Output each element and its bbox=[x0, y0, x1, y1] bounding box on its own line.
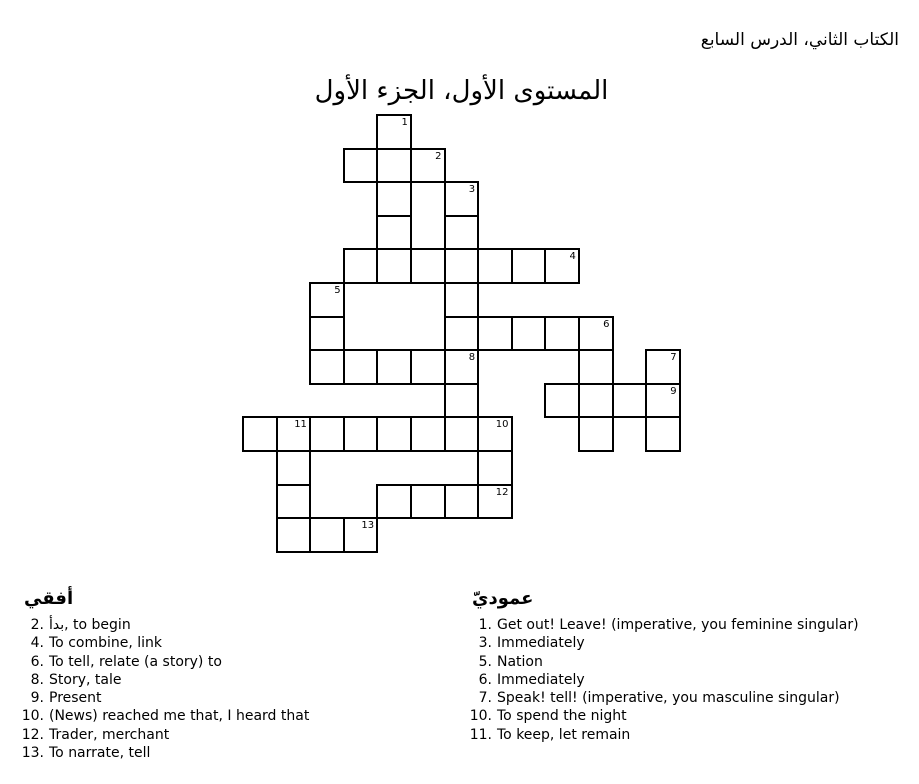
across-clue bbox=[20, 744, 309, 762]
clue-number: 10. bbox=[21, 708, 44, 725]
clue-number-label: 9 bbox=[670, 385, 677, 397]
crossword-cell[interactable] bbox=[511, 316, 547, 352]
crossword-cell[interactable] bbox=[376, 248, 412, 284]
clue-text: Speak! tell! (imperative, you masculine singular) bbox=[497, 690, 840, 707]
crossword-cell[interactable] bbox=[444, 316, 480, 352]
crossword-cell[interactable] bbox=[376, 349, 412, 385]
crossword-cell[interactable] bbox=[645, 416, 681, 452]
clue-number: 7. bbox=[478, 690, 492, 707]
crossword-cell[interactable] bbox=[444, 383, 480, 419]
clue-text: To keep, let remain bbox=[497, 726, 631, 743]
clue-text: بدأ, to begin bbox=[49, 617, 131, 633]
crossword-cell[interactable] bbox=[376, 484, 412, 520]
crossword-cell[interactable] bbox=[309, 416, 345, 452]
across-clue bbox=[20, 616, 309, 634]
crossword-cell[interactable] bbox=[410, 248, 446, 284]
clue-text: To combine, link bbox=[49, 635, 163, 652]
crossword-cell[interactable] bbox=[309, 517, 345, 553]
crossword-cell[interactable] bbox=[410, 349, 446, 385]
crossword-cell[interactable] bbox=[444, 248, 480, 284]
crossword-cell[interactable] bbox=[376, 148, 412, 184]
clue-number-label: 10 bbox=[495, 419, 509, 431]
crossword-cell[interactable] bbox=[376, 215, 412, 251]
crossword-cell[interactable] bbox=[376, 181, 412, 217]
clue-number-label: 6 bbox=[603, 318, 610, 330]
clue-number-label: 8 bbox=[468, 352, 476, 364]
crossword-cell[interactable] bbox=[309, 349, 345, 385]
across-clue bbox=[20, 653, 309, 671]
clue-number: 2. bbox=[30, 617, 44, 633]
clue-text: Story, tale bbox=[49, 671, 122, 688]
clue-number-label: 3 bbox=[468, 184, 476, 196]
across-clue bbox=[20, 689, 309, 707]
crossword-cell[interactable] bbox=[410, 416, 446, 452]
across-clue-list bbox=[20, 616, 309, 762]
clue-number-label: 11 bbox=[294, 419, 307, 431]
down-clue bbox=[468, 726, 859, 744]
crossword-cell[interactable] bbox=[578, 349, 614, 385]
down-clue bbox=[468, 653, 859, 671]
clue-number: 13. bbox=[21, 745, 44, 762]
clue-text: (News) reached me that, I heard that bbox=[49, 708, 310, 725]
clue-text: Get out! Leave! (imperative, you feminine singular) bbox=[497, 617, 859, 633]
across-clue bbox=[20, 671, 309, 689]
lesson-subtitle: الكتاب الثاني، الدرس السابع bbox=[700, 30, 899, 50]
clue-number-label: 12 bbox=[495, 486, 509, 498]
crossword-cell[interactable] bbox=[477, 316, 513, 352]
crossword-cell[interactable] bbox=[477, 450, 513, 486]
clue-text: To narrate, tell bbox=[49, 745, 151, 762]
crossword-cell[interactable] bbox=[343, 349, 379, 385]
crossword-cell[interactable] bbox=[343, 248, 379, 284]
crossword-cell[interactable] bbox=[444, 215, 480, 251]
clue-number-label: 13 bbox=[361, 520, 375, 532]
down-clue bbox=[468, 616, 859, 634]
clue-text: Immediately bbox=[497, 635, 585, 652]
clue-text: To tell, relate (a story) to bbox=[49, 653, 222, 670]
across-clue bbox=[20, 707, 309, 725]
clue-number: 6. bbox=[478, 671, 492, 688]
down-clue bbox=[468, 671, 859, 689]
crossword-cell[interactable] bbox=[343, 148, 379, 184]
clue-number: 5. bbox=[478, 653, 492, 670]
clue-text: To spend the night bbox=[497, 708, 627, 725]
clue-text: Nation bbox=[497, 653, 543, 670]
across-clue bbox=[20, 726, 309, 744]
crossword-cell[interactable] bbox=[612, 383, 648, 419]
crossword-cell[interactable] bbox=[376, 416, 412, 452]
crossword-cell[interactable] bbox=[309, 316, 345, 352]
clue-number: 4. bbox=[30, 635, 44, 652]
crossword-cell[interactable] bbox=[578, 383, 614, 419]
crossword-cell[interactable] bbox=[276, 450, 312, 486]
crossword-cell[interactable] bbox=[444, 282, 480, 318]
clue-number: 9. bbox=[30, 690, 44, 707]
crossword-cell[interactable] bbox=[444, 484, 480, 520]
clue-number-label: 1 bbox=[401, 117, 408, 128]
page-title-text: المستوى الأول، الجزء الأول bbox=[314, 76, 609, 106]
crossword-cell[interactable] bbox=[511, 248, 547, 284]
crossword-cell[interactable] bbox=[578, 416, 614, 452]
clue-number: 11. bbox=[469, 726, 492, 743]
clue-number: 1. bbox=[478, 617, 492, 633]
clue-number: 12. bbox=[21, 726, 44, 743]
down-clue bbox=[468, 689, 859, 707]
clue-number-label: 5 bbox=[334, 285, 341, 296]
clue-text: Present bbox=[49, 690, 102, 707]
crossword-cell[interactable] bbox=[444, 416, 480, 452]
crossword-cell[interactable] bbox=[343, 416, 379, 452]
across-clue bbox=[20, 634, 309, 652]
crossword-cell[interactable] bbox=[242, 416, 278, 452]
page-title bbox=[0, 76, 919, 106]
down-heading: عموديّ bbox=[472, 588, 534, 609]
clue-number-label: 7 bbox=[670, 352, 677, 364]
crossword-cell[interactable] bbox=[544, 316, 580, 352]
clue-number-label: 2 bbox=[435, 150, 442, 162]
clue-number: 3. bbox=[478, 635, 492, 652]
clue-number: 8. bbox=[30, 671, 44, 688]
crossword-cell[interactable] bbox=[544, 383, 580, 419]
down-clue bbox=[468, 634, 859, 652]
crossword-cell[interactable] bbox=[477, 248, 513, 284]
clue-number: 10. bbox=[469, 708, 492, 725]
crossword-cell[interactable] bbox=[276, 517, 312, 553]
across-heading: أفقي bbox=[24, 588, 74, 609]
clue-text: Trader, merchant bbox=[49, 726, 170, 743]
down-clue bbox=[468, 707, 859, 725]
clue-number-label: 4 bbox=[569, 251, 576, 263]
clue-number: 6. bbox=[30, 653, 44, 670]
clue-text: Immediately bbox=[497, 671, 585, 688]
down-clue-list bbox=[468, 616, 859, 744]
crossword-cell[interactable] bbox=[410, 484, 446, 520]
crossword-cell[interactable] bbox=[276, 484, 312, 520]
